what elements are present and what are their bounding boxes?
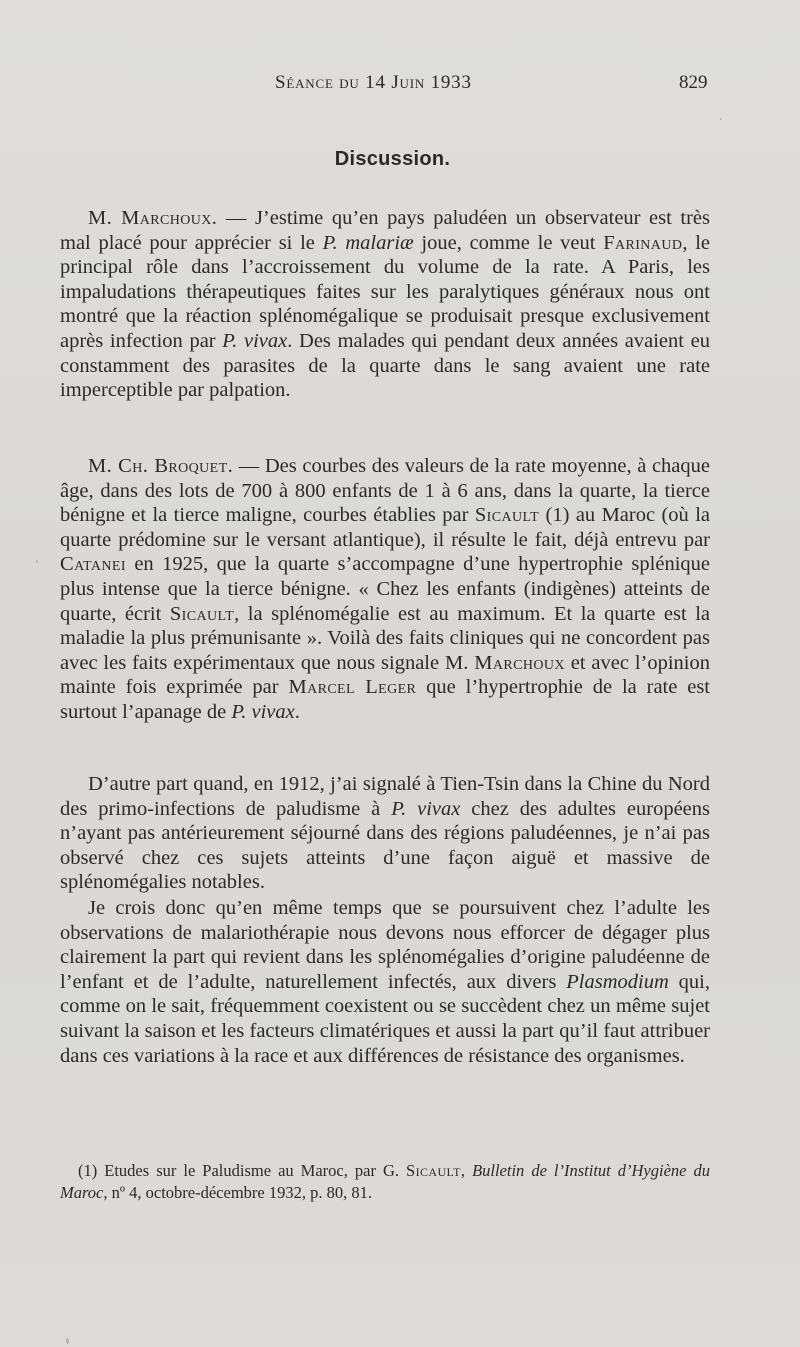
text-run: , la splénomégalie est au maximum. Et la quarte est la maladie la plus prémunisante ». Voilà des faits cliniques qui ne concordent pas avec les faits expérimentaux que nous signale M. (60, 602, 710, 674)
paper-speck (66, 1338, 69, 1344)
cited-name: Farinaud (603, 231, 683, 254)
paragraph-broquet (60, 454, 710, 725)
paragraph-tien-tsin (60, 772, 710, 895)
text-run: , le principal rôle dans l’accroissement du volume de la rate. A Paris, les impaludations thérapeutiques faites sur les paralytiques généraux nous ont montré que la réaction splénomégalique se produisait presque exclusivement après infection par (60, 231, 710, 352)
text-run: . (294, 700, 300, 723)
text-run: que l’hypertrophie de la rate est surtout l’apanage de (60, 676, 710, 723)
cited-name: Sicault (474, 504, 540, 527)
running-title: Séance du 14 Juin 1933 (275, 72, 472, 93)
italic-run: Bulletin de l’Institut d’Hygiène du Maroc (60, 1161, 711, 1202)
cited-name: Marchoux (474, 651, 565, 674)
paper-speck (720, 118, 722, 120)
text-run: Je crois donc qu’en même temps que se poursuivent chez l’adulte les observations de malariothérapie nous devons nous efforcer de dégager plus clairement la part qui revient dans les splénomégalies d’origine paludéenne de l’enfant et de l’adulte, naturellement infectés, aux divers (60, 897, 710, 993)
cited-name: Sicault (406, 1161, 461, 1180)
text-run: en 1925, que la quarte s’accompagne d’une hypertrophie splénique plus intense que la tierce bénigne. « Chez les enfants (indigènes) atteints de quarte, écrit (60, 553, 710, 625)
text-run: et avec l’opinion mainte fois exprimée par (60, 651, 710, 699)
italic-run: P. vivax (231, 700, 295, 723)
italic-run: P. vivax (391, 797, 461, 820)
text-run: joue, comme le veut (413, 231, 604, 254)
text-run: qui, comme on le sait, fréquemment coexistent ou se succèdent chez un même sujet suivant la saison et les facteurs climatériques et aussi la part qu’il faut attribuer dans ces variations à la race et aux différences de résistance des organismes. (60, 970, 710, 1067)
paragraph-marchoux (60, 206, 710, 403)
text-run: , (460, 1161, 473, 1180)
cited-name: Marcel Leger (288, 676, 417, 699)
speaker-name: M. Marchoux. (88, 207, 218, 229)
paper-speck (36, 560, 38, 563)
section-title: Discussion. (334, 148, 451, 170)
cited-name: Catanei (60, 553, 126, 576)
italic-run: Plasmodium (566, 970, 669, 993)
text-run: — Des courbes des valeurs de la rate moyenne, à chaque âge, dans des lots de 700 à 800 enfants de 1 à 6 ans, dans la quarte, la tierce bénigne et la tierce maligne, courbes établies par (60, 455, 710, 527)
text-run: chez des adultes européens n’ayant pas antérieurement séjourné dans des régions paludéennes, je n’ai pas observé chez ces sujets atteints d’une façon aiguë et massive de splénomégalies notables. (60, 797, 710, 894)
text-run: — J’estime qu’en pays paludéen un observateur est très mal placé pour apprécier si le (60, 207, 711, 254)
page-number: 829 (679, 72, 708, 93)
paragraph-conclusion (60, 896, 710, 1068)
text-run: D’autre part quand, en 1912, j’ai signalé à Tien-Tsin dans la Chine du Nord des primo-infections de paludisme à (60, 773, 710, 820)
italic-run: P. vivax (222, 329, 288, 352)
italic-run: P. malariæ (322, 231, 414, 254)
cited-name: Sicault (169, 602, 235, 625)
text-run: (1) au Maroc (où la quarte prédomine sur le versant atlantique), il résulte le fait, déjà entrevu par (60, 504, 710, 551)
footnote (60, 1160, 710, 1204)
text-run: (1) Etudes sur le Paludisme au Maroc, par G. (78, 1161, 407, 1180)
text-run: , nº 4, octobre-décembre 1932, p. 80, 81. (103, 1183, 372, 1202)
running-head (0, 72, 800, 102)
text-run: . Des malades qui pendant deux années avaient eu constamment des parasites de la quarte dans le sang avaient une rate imperceptible par palpation. (60, 329, 710, 402)
speaker-name: M. Ch. Broquet. (88, 455, 234, 477)
